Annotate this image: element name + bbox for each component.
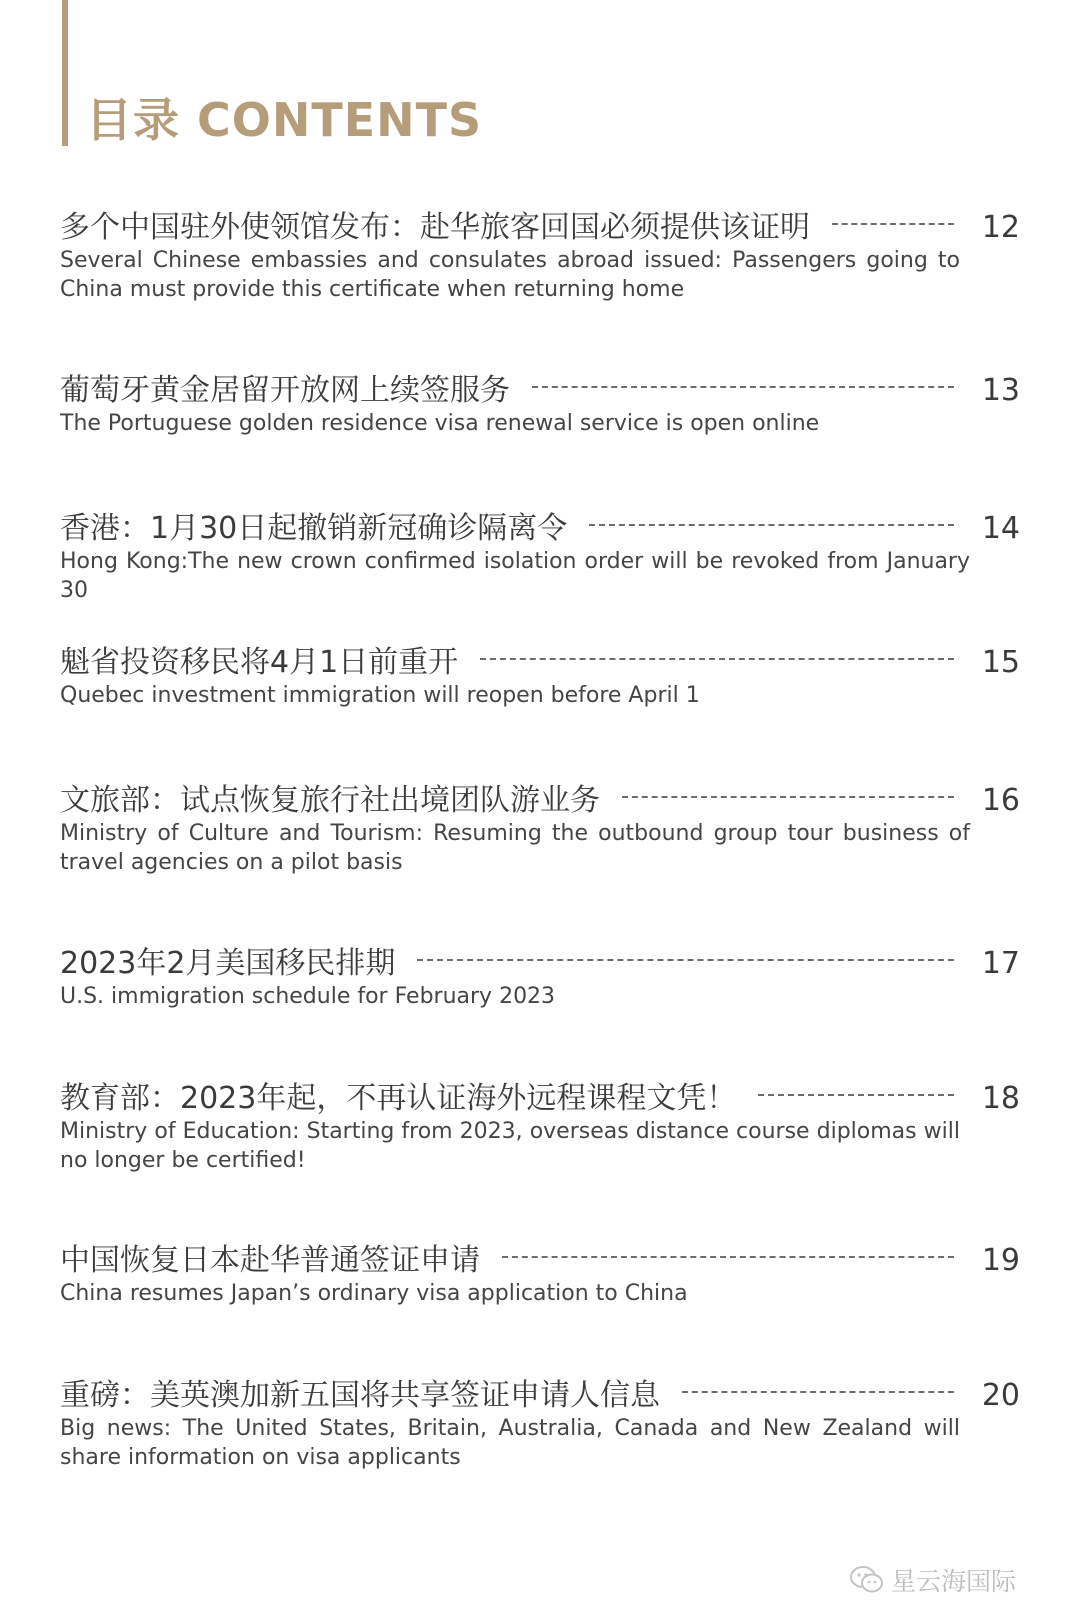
toc-entry[interactable] <box>60 779 1020 877</box>
dotted-leader <box>502 1256 954 1258</box>
entry-page-number: 16 <box>981 783 1020 818</box>
toc-entry[interactable] <box>60 641 1020 710</box>
entry-title-en: China resumes Japan’s ordinary visa application to China <box>60 1281 688 1306</box>
toc-entry[interactable] <box>60 369 1020 438</box>
entry-title-en: Ministry of Culture and Tourism: Resuming the outbound group tour business of travel agencies on a pilot basis <box>60 821 970 875</box>
dotted-leader <box>622 796 954 798</box>
dotted-leader <box>682 1391 954 1393</box>
entry-head <box>60 779 1020 823</box>
entry-title-zh: 多个中国驻外使领馆发布：赴华旅客回国必须提供该证明 <box>60 210 810 245</box>
entry-page-number: 12 <box>981 210 1020 245</box>
entry-head <box>60 507 1020 551</box>
entry-page-number: 14 <box>981 511 1020 546</box>
entry-title-zh: 2023年2月美国移民排期 <box>60 946 396 981</box>
entry-title-en: Several Chinese embassies and consulates abroad issued: Passengers going to China must provide this certificate when returning home <box>60 248 960 302</box>
entry-title-zh: 重磅：美英澳加新五国将共享签证申请人信息 <box>60 1378 660 1413</box>
page-title: 目录 CONTENTS <box>86 93 483 147</box>
entry-head <box>60 641 1020 685</box>
entry-page-number: 17 <box>981 946 1020 981</box>
entry-title-en: Hong Kong:The new crown confirmed isolation order will be revoked from January 30 <box>60 549 970 603</box>
entry-page-number: 13 <box>981 373 1020 408</box>
entry-title-zh: 魁省投资移民将4月1日前重开 <box>60 645 459 680</box>
entry-page-number: 15 <box>981 645 1020 680</box>
toc-entry[interactable] <box>60 1077 1020 1175</box>
entry-title-en: U.S. immigration schedule for February 2023 <box>60 984 556 1009</box>
toc-entry[interactable] <box>60 507 1020 605</box>
entry-title-zh: 文旅部：试点恢复旅行社出境团队游业务 <box>60 783 600 818</box>
entry-head <box>60 942 1020 986</box>
dotted-leader <box>589 524 954 526</box>
entry-title-zh: 中国恢复日本赴华普通签证申请 <box>60 1243 480 1278</box>
dotted-leader <box>532 386 954 388</box>
wechat-icon <box>849 1565 885 1595</box>
toc-entry[interactable] <box>60 942 1020 1011</box>
entry-head <box>60 1077 1020 1121</box>
entry-title-zh: 葡萄牙黄金居留开放网上续签服务 <box>60 373 510 408</box>
accent-bar <box>62 0 68 146</box>
entry-head <box>60 206 1020 250</box>
entry-title-zh: 香港：1月30日起撤销新冠确诊隔离令 <box>60 511 568 546</box>
watermark <box>849 1562 1016 1598</box>
entry-head <box>60 369 1020 413</box>
dotted-leader <box>417 959 954 961</box>
entry-head <box>60 1239 1020 1283</box>
entry-page-number: 18 <box>981 1081 1020 1116</box>
toc-entry[interactable] <box>60 206 1020 304</box>
entry-title-en: The Portuguese golden residence visa renewal service is open online <box>60 411 820 436</box>
entry-title-zh: 教育部：2023年起，不再认证海外远程课程文凭！ <box>60 1081 737 1116</box>
dotted-leader <box>758 1094 954 1096</box>
entry-head <box>60 1374 1020 1418</box>
dotted-leader <box>480 658 954 660</box>
entry-page-number: 19 <box>981 1243 1020 1278</box>
entry-page-number: 20 <box>981 1378 1020 1413</box>
watermark-text: 星云海国际 <box>890 1567 1016 1596</box>
entry-title-en: Big news: The United States, Britain, Australia, Canada and New Zealand will share information on visa applicants <box>60 1416 960 1470</box>
toc-entry[interactable] <box>60 1374 1020 1472</box>
dotted-leader <box>832 223 954 225</box>
entry-title-en: Quebec investment immigration will reopen before April 1 <box>60 683 700 708</box>
entry-title-en: Ministry of Education: Starting from 2023, overseas distance course diplomas will no longer be certified! <box>60 1119 960 1173</box>
toc-entry[interactable] <box>60 1239 1020 1308</box>
